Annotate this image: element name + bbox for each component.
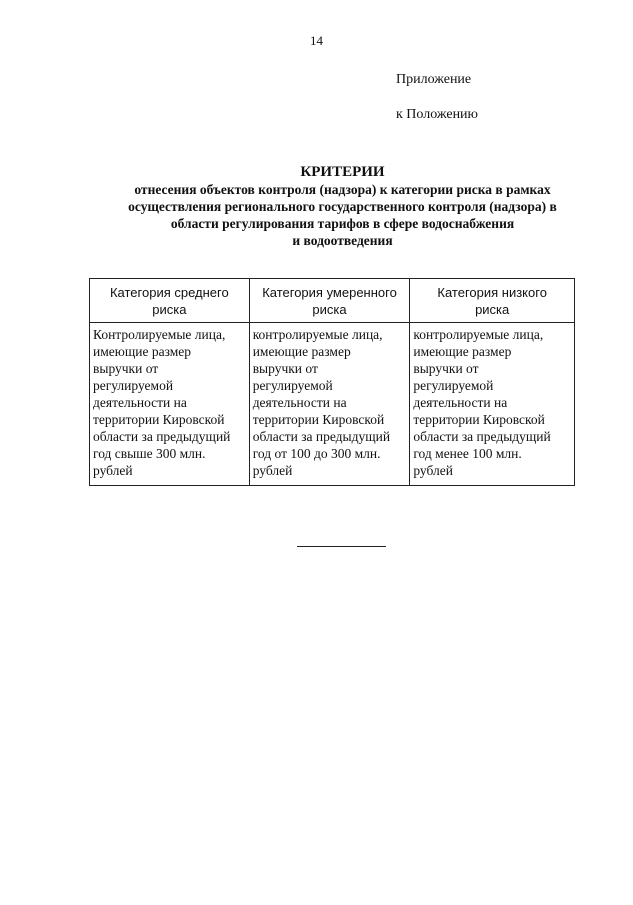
header-line: риска bbox=[312, 302, 347, 317]
subtitle-line: области регулирования тарифов в сфере водоснабжения bbox=[170, 216, 515, 231]
header-line: риска bbox=[152, 302, 187, 317]
cell-medium-risk bbox=[90, 323, 250, 486]
cell-line: имеющие размер bbox=[93, 344, 192, 359]
header-line: Категория среднего bbox=[109, 285, 229, 300]
cell-line: деятельности на bbox=[252, 395, 347, 410]
cell-line: рублей bbox=[413, 463, 453, 478]
cell-line: регулируемой bbox=[252, 378, 333, 393]
cell-line: имеющие размер bbox=[252, 344, 351, 359]
cell-line: контролируемые лица, bbox=[413, 327, 544, 342]
cell-line: выручки от bbox=[93, 361, 159, 376]
cell-line: деятельности на bbox=[93, 395, 187, 410]
header-line: Категория низкого bbox=[437, 285, 547, 300]
cell-line: рублей bbox=[93, 463, 133, 478]
appendix-reference: к Положению bbox=[396, 107, 479, 122]
document-title bbox=[60, 163, 625, 249]
subtitle-line: осуществления регионального государственного контроля (надзора) в bbox=[128, 199, 557, 214]
cell-line: выручки от bbox=[413, 361, 479, 376]
cell-line: территории Кировской bbox=[252, 412, 385, 427]
cell-moderate-risk bbox=[249, 323, 410, 486]
header-moderate-risk bbox=[249, 279, 410, 323]
subtitle-line: и водоотведения bbox=[292, 233, 393, 248]
cell-line: территории Кировской bbox=[413, 412, 545, 427]
header-medium-risk bbox=[90, 279, 250, 323]
table-header-row bbox=[90, 279, 575, 323]
header-line: Категория умеренного bbox=[262, 285, 397, 300]
cell-line: регулируемой bbox=[413, 378, 494, 393]
cell-line: контролируемые лица, bbox=[252, 327, 383, 342]
cell-line: год свыше 300 млн. bbox=[93, 446, 206, 461]
cell-line: деятельности на bbox=[413, 395, 508, 410]
title-subtitle bbox=[60, 181, 625, 249]
cell-line: год от 100 до 300 млн. bbox=[252, 446, 381, 461]
risk-category-table bbox=[89, 278, 575, 486]
cell-line: области за предыдущий bbox=[93, 429, 231, 444]
cell-line: рублей bbox=[252, 463, 293, 478]
appendix-label: Приложение bbox=[396, 72, 472, 87]
end-of-document-rule bbox=[297, 546, 386, 547]
cell-line: Контролируемые лица, bbox=[93, 327, 226, 342]
cell-line: области за предыдущий bbox=[252, 429, 391, 444]
cell-line: выручки от bbox=[252, 361, 318, 376]
header-low-risk bbox=[410, 279, 575, 323]
cell-line: регулируемой bbox=[93, 378, 174, 393]
table-row bbox=[90, 323, 575, 486]
subtitle-line: отнесения объектов контроля (надзора) к категории риска в рамках bbox=[134, 182, 551, 197]
cell-line: области за предыдущий bbox=[413, 429, 551, 444]
header-line: риска bbox=[475, 302, 510, 317]
page-number: 14 bbox=[310, 33, 323, 48]
cell-low-risk bbox=[410, 323, 575, 486]
title-heading: КРИТЕРИИ bbox=[300, 164, 385, 180]
cell-line: год менее 100 млн. bbox=[413, 446, 522, 461]
cell-line: территории Кировской bbox=[93, 412, 225, 427]
cell-line: имеющие размер bbox=[413, 344, 512, 359]
